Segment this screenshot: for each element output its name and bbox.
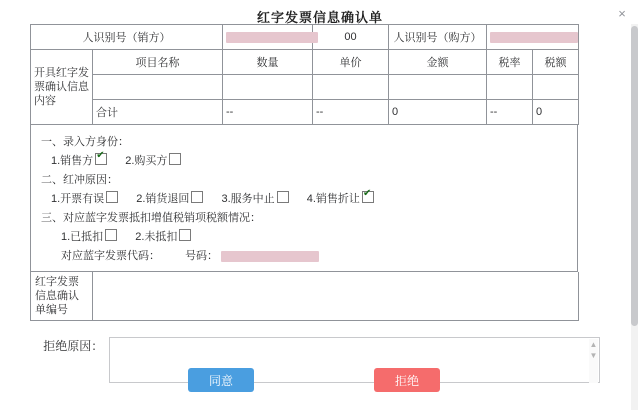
section-deduction-title: 三、对应蓝字发票抵扣增值税销项税额情况： <box>41 212 261 224</box>
column-header-quantity: 数量 <box>223 50 313 75</box>
column-header-item-name: 项目名称 <box>93 50 223 75</box>
column-header-tax-rate: 税率 <box>487 50 533 75</box>
option-not-deducted[interactable] <box>135 231 194 243</box>
dialog-content <box>30 24 600 383</box>
section-entry-role-title: 一、录入方身份： <box>41 136 129 148</box>
close-icon[interactable]: × <box>618 6 626 21</box>
checkbox-service-stop[interactable] <box>277 191 289 203</box>
table-row <box>31 272 579 321</box>
total-amount: 0 <box>389 100 487 125</box>
seller-id-label: 人识别号（销方） <box>31 25 223 50</box>
checkbox-not-deducted[interactable] <box>179 229 191 241</box>
checkbox-buyer[interactable] <box>169 153 181 165</box>
option-buyer[interactable] <box>125 155 184 167</box>
option-deducted[interactable] <box>61 231 120 243</box>
tax-amount-cell <box>533 75 579 100</box>
page-title: 红字发票信息确认单 <box>256 10 383 25</box>
option-sales-discount-label: 4.销售折让 <box>306 193 360 205</box>
confirm-number-table <box>30 272 579 321</box>
amount-cell <box>389 75 487 100</box>
column-header-tax-amount: 税额 <box>533 50 579 75</box>
checkbox-deducted[interactable] <box>105 229 117 241</box>
total-tax-rate: -- <box>487 100 533 125</box>
option-service-stop[interactable] <box>222 193 292 205</box>
buyer-id-label: 人识别号（购方） <box>389 25 487 50</box>
checkbox-wrong-invoice[interactable] <box>106 191 118 203</box>
dialog-scrollbar-thumb[interactable] <box>631 26 638 326</box>
column-header-amount: 金额 <box>389 50 487 75</box>
buyer-id-value <box>487 25 579 50</box>
checkbox-sales-return[interactable] <box>191 191 203 203</box>
option-sales-return[interactable] <box>136 193 206 205</box>
option-buyer-label: 2.购买方 <box>125 155 168 167</box>
option-sales-discount[interactable] <box>307 193 377 205</box>
option-seller[interactable] <box>51 155 110 167</box>
option-deducted-label: 1.已抵扣 <box>61 231 104 243</box>
option-seller-label: 1.销售方 <box>51 155 94 167</box>
dialog-footer <box>0 368 628 392</box>
redacted-block <box>221 251 319 262</box>
table-row <box>31 25 579 50</box>
section-reason-options <box>51 191 567 207</box>
reject-button[interactable]: 拒绝 <box>374 368 440 392</box>
section-deduction-options <box>61 229 567 245</box>
dialog-scrollbar[interactable] <box>631 24 638 410</box>
total-unit-price: -- <box>313 100 389 125</box>
table-header-row <box>31 50 579 75</box>
total-quantity: -- <box>223 100 313 125</box>
option-not-deducted-label: 2.未抵扣 <box>135 231 178 243</box>
confirm-number-label: 红字发票信息确认单编号 <box>31 272 93 321</box>
checkbox-sales-discount[interactable] <box>362 191 374 203</box>
option-wrong-invoice[interactable] <box>51 193 121 205</box>
textarea-scrollbar[interactable]: ▲ ▼ <box>589 339 598 383</box>
total-label: 合计 <box>93 100 223 125</box>
table-row <box>31 75 579 100</box>
redacted-block <box>490 32 578 43</box>
total-tax-amount: 0 <box>533 100 579 125</box>
blue-invoice-number-label: 号码： <box>185 250 219 262</box>
invoice-info-table <box>30 24 579 125</box>
middle-value: 00 <box>313 25 389 50</box>
confirm-options-section <box>30 125 578 272</box>
option-wrong-invoice-label: 1.开票有误 <box>51 193 105 205</box>
option-service-stop-label: 3.服务中止 <box>221 193 275 205</box>
table-total-row <box>31 100 579 125</box>
item-name-cell <box>93 75 223 100</box>
section-entry-role-options <box>51 153 567 169</box>
seller-id-value <box>223 25 313 50</box>
reject-reason-label: 拒绝原因： <box>43 339 104 353</box>
checkbox-seller[interactable] <box>95 153 107 165</box>
option-sales-return-label: 2.销货退回 <box>136 193 190 205</box>
tax-rate-cell <box>487 75 533 100</box>
quantity-cell <box>223 75 313 100</box>
confirm-number-value <box>93 272 579 321</box>
section-reason-title: 二、红冲原因： <box>41 174 118 186</box>
blue-invoice-code-label: 对应蓝字发票代码： <box>61 250 160 262</box>
blue-invoice-info <box>61 248 567 264</box>
unit-price-cell <box>313 75 389 100</box>
redacted-block <box>226 32 318 43</box>
agree-button[interactable]: 同意 <box>188 368 254 392</box>
section-side-label: 开具红字发票确认信息内容 <box>31 50 93 125</box>
column-header-unit-price: 单价 <box>313 50 389 75</box>
